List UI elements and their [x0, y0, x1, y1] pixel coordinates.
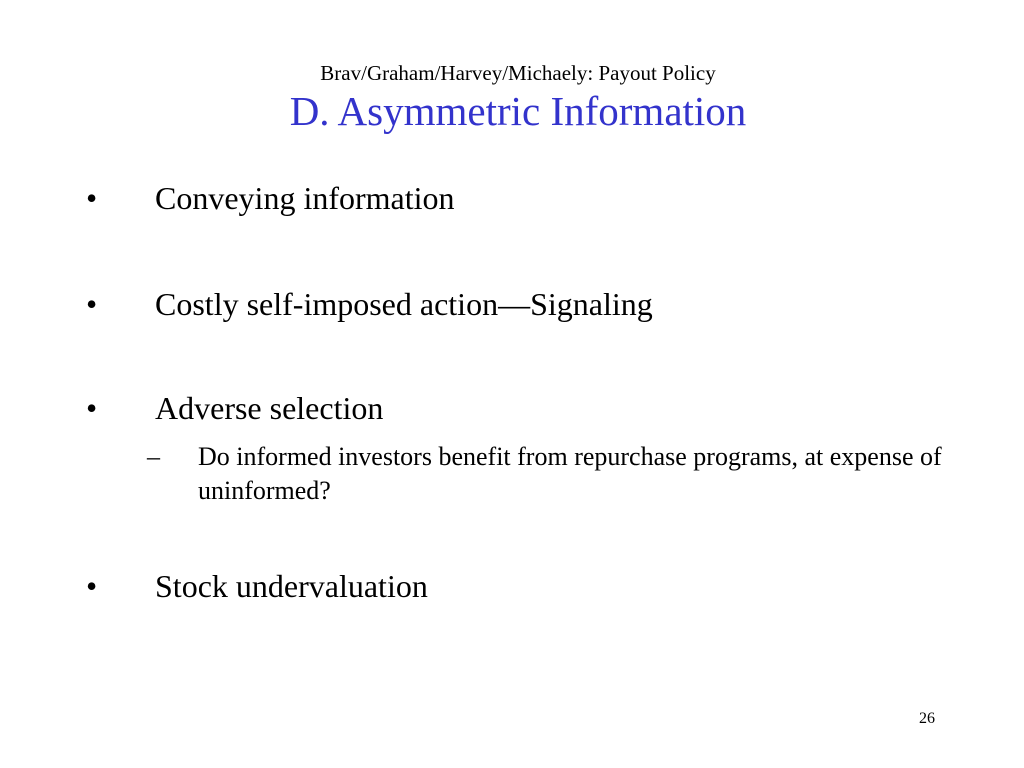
bullet-marker: • [86, 568, 98, 604]
bullet-marker: • [86, 180, 98, 216]
bullet-text: Conveying information [155, 180, 455, 216]
bullet-marker: • [86, 390, 98, 426]
bullet-text: Costly self-imposed action—Signaling [155, 286, 653, 322]
sub-bullet-marker: – [147, 442, 160, 471]
sub-bullet-text: Do informed investors benefit from repurchase programs, at expense of uninformed? [198, 442, 942, 505]
slide-title: D. Asymmetric Information [289, 88, 747, 134]
slide-subtitle: Brav/Graham/Harvey/Michaely: Payout Policy [320, 61, 716, 85]
bullet-marker: • [86, 286, 98, 322]
page-number: 26 [919, 710, 935, 727]
bullet-text: Adverse selection [155, 390, 384, 426]
bullet-text: Stock undervaluation [155, 568, 428, 604]
